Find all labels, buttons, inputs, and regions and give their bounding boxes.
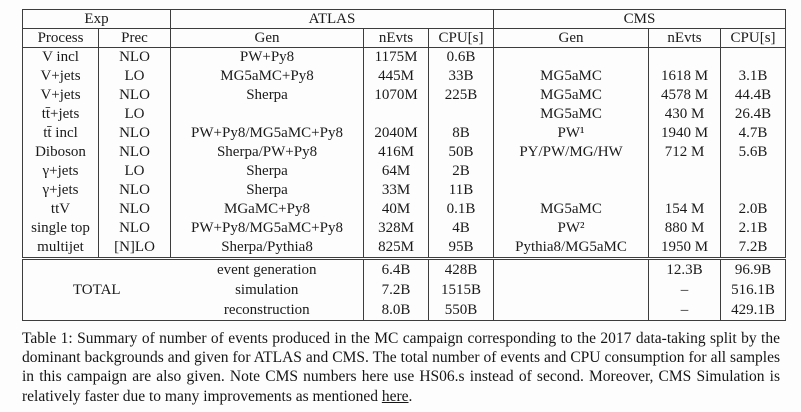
cell-cms-cpu: 44.4B bbox=[721, 86, 786, 105]
cell-prec: NLO bbox=[99, 181, 171, 200]
total-cms-cpu: 429.1B bbox=[721, 300, 786, 321]
group-header-exp: Exp bbox=[23, 10, 171, 29]
cell-atlas-cpu bbox=[429, 105, 494, 124]
cell-cms-gen: PW¹ bbox=[494, 124, 649, 143]
cell-cms-nevts: 880 M bbox=[649, 219, 721, 238]
table-row bbox=[23, 181, 786, 200]
total-atlas-cpu: 428B bbox=[429, 259, 494, 281]
cell-process: single top bbox=[31, 220, 90, 236]
cell-atlas-nevts: 40M bbox=[364, 200, 429, 219]
cell-process: V+jets bbox=[40, 87, 81, 103]
cell-process: multijet bbox=[37, 239, 84, 255]
total-atlas-nevts: 6.4B bbox=[364, 259, 429, 281]
table-row bbox=[23, 200, 786, 219]
cell-cms-gen: PY/PW/MG/HW bbox=[494, 143, 649, 162]
cell-cms-cpu: 5.6B bbox=[721, 143, 786, 162]
cell-atlas-cpu: 50B bbox=[429, 143, 494, 162]
cell-cms-gen: Pythia8/MG5aMC bbox=[494, 238, 649, 259]
cell-cms-cpu: 7.2B bbox=[721, 238, 786, 259]
cell-cms-nevts: 154 M bbox=[649, 200, 721, 219]
cell-process: Diboson bbox=[35, 144, 86, 160]
cell-process: γ+jets bbox=[42, 163, 79, 179]
cell-cms-nevts bbox=[649, 48, 721, 68]
cell-cms-nevts: 430 M bbox=[649, 105, 721, 124]
cell-cms-gen: PW² bbox=[494, 219, 649, 238]
cell-cms-gen bbox=[494, 48, 649, 68]
total-stage-label: event generation bbox=[171, 259, 364, 281]
cell-atlas-nevts: 1070M bbox=[364, 86, 429, 105]
cell-cms-cpu bbox=[721, 162, 786, 181]
cell-atlas-nevts: 1175M bbox=[364, 48, 429, 68]
cell-atlas-gen: MGaMC+Py8 bbox=[171, 200, 364, 219]
table-row bbox=[23, 86, 786, 105]
total-cms-nevts: 12.3B bbox=[649, 259, 721, 281]
table-row bbox=[23, 143, 786, 162]
col-header-cms-nevts: nEvts bbox=[649, 29, 721, 48]
cell-atlas-cpu: 8B bbox=[429, 124, 494, 143]
table-column-header-row bbox=[23, 29, 786, 48]
col-header-atlas-gen: Gen bbox=[171, 29, 364, 48]
cell-prec: NLO bbox=[99, 124, 171, 143]
cell-atlas-gen bbox=[171, 105, 364, 124]
cell-cms-gen: MG5aMC bbox=[494, 200, 649, 219]
cell-atlas-nevts: 328M bbox=[364, 219, 429, 238]
cell-process: tt̄ incl bbox=[43, 125, 78, 141]
cell-atlas-gen: PW+Py8/MG5aMC+Py8 bbox=[171, 219, 364, 238]
cell-prec: NLO bbox=[99, 143, 171, 162]
table-row bbox=[23, 105, 786, 124]
cell-atlas-gen: Sherpa bbox=[171, 181, 364, 200]
cell-prec: LO bbox=[99, 162, 171, 181]
cell-process: V incl bbox=[42, 49, 79, 65]
cell-atlas-cpu: 225B bbox=[429, 86, 494, 105]
table-caption bbox=[22, 329, 780, 406]
cell-cms-cpu: 2.1B bbox=[721, 219, 786, 238]
table-row bbox=[23, 124, 786, 143]
total-cms-gen bbox=[494, 259, 649, 281]
total-atlas-cpu: 1515B bbox=[429, 280, 494, 300]
cell-atlas-nevts: 825M bbox=[364, 238, 429, 259]
total-cms-cpu: 516.1B bbox=[721, 280, 786, 300]
table-row bbox=[23, 219, 786, 238]
cell-atlas-cpu: 33B bbox=[429, 67, 494, 86]
total-row bbox=[23, 259, 786, 281]
cell-process: tt̄+jets bbox=[41, 106, 80, 122]
group-header-cms: CMS bbox=[494, 10, 786, 29]
col-header-atlas-nevts: nEvts bbox=[364, 29, 429, 48]
col-header-cms-gen: Gen bbox=[494, 29, 649, 48]
cell-process: ttV bbox=[50, 201, 71, 217]
total-cms-nevts: – bbox=[649, 300, 721, 321]
cell-cms-cpu: 3.1B bbox=[721, 67, 786, 86]
cell-cms-cpu bbox=[721, 48, 786, 68]
col-header-process: Process bbox=[23, 29, 99, 48]
cell-atlas-cpu: 0.6B bbox=[429, 48, 494, 68]
cell-atlas-gen: Sherpa bbox=[171, 86, 364, 105]
cell-prec: [N]LO bbox=[99, 238, 171, 259]
total-stage-label: reconstruction bbox=[223, 301, 310, 318]
cell-cms-nevts bbox=[649, 162, 721, 181]
cell-cms-gen bbox=[494, 162, 649, 181]
total-atlas-nevts: 7.2B bbox=[364, 280, 429, 300]
mc-campaign-table bbox=[22, 9, 786, 321]
col-header-atlas-cpu: CPU[s] bbox=[429, 29, 494, 48]
cell-cms-gen: MG5aMC bbox=[494, 86, 649, 105]
total-cms-gen bbox=[494, 300, 649, 321]
cell-atlas-gen: MG5aMC+Py8 bbox=[171, 67, 364, 86]
caption-here-link[interactable]: here bbox=[381, 387, 409, 405]
cell-atlas-nevts: 2040M bbox=[364, 124, 429, 143]
total-cms-nevts: – bbox=[649, 280, 721, 300]
cell-prec: NLO bbox=[99, 200, 171, 219]
cell-cms-nevts: 1618 M bbox=[649, 67, 721, 86]
total-label: TOTAL bbox=[23, 259, 171, 321]
cell-cms-cpu: 2.0B bbox=[721, 200, 786, 219]
cell-atlas-cpu: 2B bbox=[429, 162, 494, 181]
total-cms-gen bbox=[494, 280, 649, 300]
cell-prec: NLO bbox=[99, 48, 171, 68]
cell-cms-cpu: 26.4B bbox=[721, 105, 786, 124]
cell-atlas-cpu: 11B bbox=[429, 181, 494, 200]
cell-cms-nevts: 712 M bbox=[649, 143, 721, 162]
total-cms-cpu: 96.9B bbox=[721, 259, 786, 281]
caption-period: . bbox=[408, 387, 413, 405]
cell-cms-nevts bbox=[649, 181, 721, 200]
cell-atlas-cpu: 0.1B bbox=[429, 200, 494, 219]
cell-atlas-gen: Sherpa bbox=[171, 162, 364, 181]
cell-atlas-cpu: 95B bbox=[429, 238, 494, 259]
cell-atlas-gen: PW+Py8 bbox=[171, 48, 364, 68]
cell-atlas-cpu: 4B bbox=[429, 219, 494, 238]
table-row bbox=[23, 238, 786, 259]
cell-atlas-nevts: 416M bbox=[364, 143, 429, 162]
cell-atlas-nevts: 64M bbox=[364, 162, 429, 181]
cell-process: γ+jets bbox=[42, 182, 79, 198]
total-stage-label: simulation bbox=[235, 281, 299, 298]
cell-prec: LO bbox=[99, 67, 171, 86]
cell-cms-gen: MG5aMC bbox=[494, 105, 649, 124]
group-header-atlas: ATLAS bbox=[171, 10, 494, 29]
col-header-prec: Prec bbox=[99, 29, 171, 48]
cell-cms-nevts: 1950 M bbox=[649, 238, 721, 259]
total-atlas-nevts: 8.0B bbox=[364, 300, 429, 321]
caption-text: Table 1: Summary of number of events produced in the MC campaign corresponding to the 2017 data-taking split by the dominant backgrounds and given for ATLAS and CMS. The total number of events and CPU consumption for all samples in this campaign are also given. Note CMS numbers here use HS06.s instead of second. Moreover, CMS Simulation is relatively faster due to many improvements as mentioned bbox=[22, 330, 780, 405]
table-row bbox=[23, 48, 786, 68]
cell-cms-gen bbox=[494, 181, 649, 200]
cell-prec: NLO bbox=[99, 219, 171, 238]
cell-atlas-nevts bbox=[364, 105, 429, 124]
cell-atlas-nevts: 445M bbox=[364, 67, 429, 86]
cell-atlas-gen: Sherpa/Pythia8 bbox=[171, 238, 364, 259]
cell-cms-gen: MG5aMC bbox=[494, 67, 649, 86]
cell-atlas-gen: PW+Py8/MG5aMC+Py8 bbox=[171, 124, 364, 143]
cell-prec: NLO bbox=[99, 86, 171, 105]
cell-prec: LO bbox=[99, 105, 171, 124]
cell-atlas-nevts: 33M bbox=[364, 181, 429, 200]
table-group-header-row bbox=[23, 10, 786, 29]
table-row bbox=[23, 67, 786, 86]
cell-cms-cpu: 4.7B bbox=[721, 124, 786, 143]
col-header-cms-cpu: CPU[s] bbox=[721, 29, 786, 48]
total-atlas-cpu: 550B bbox=[429, 300, 494, 321]
cell-process: V+jets bbox=[40, 68, 81, 84]
cell-cms-nevts: 4578 M bbox=[649, 86, 721, 105]
cell-atlas-gen: Sherpa/PW+Py8 bbox=[171, 143, 364, 162]
cell-cms-nevts: 1940 M bbox=[649, 124, 721, 143]
cell-cms-cpu bbox=[721, 181, 786, 200]
table-row bbox=[23, 162, 786, 181]
